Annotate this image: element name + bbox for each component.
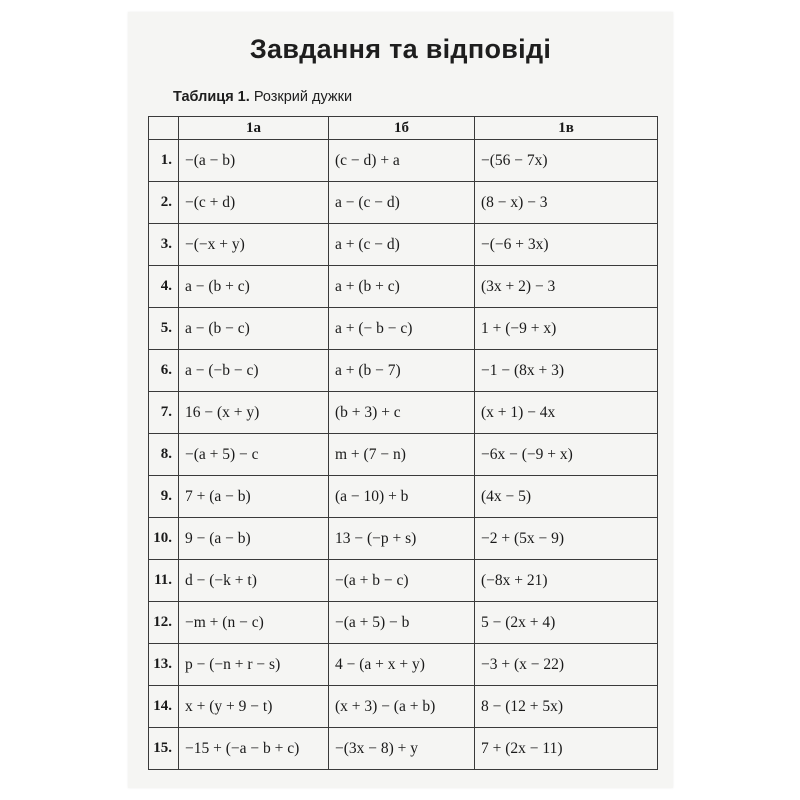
cell-1v: −1 − (8x + 3) [475,350,658,392]
cell-1a: a − (b − c) [179,308,329,350]
table-row [149,350,658,392]
cell-1b: 13 − (−p + s) [329,518,475,560]
cell-1b: a − (c − d) [329,182,475,224]
cell-1b: 4 − (a + x + y) [329,644,475,686]
cell-1v: 1 + (−9 + x) [475,308,658,350]
cell-1v: −2 + (5x − 9) [475,518,658,560]
row-number: 10. [149,518,179,560]
cell-1v: −3 + (x − 22) [475,644,658,686]
cell-1a: x + (y + 9 − t) [179,686,329,728]
cell-1b: (c − d) + a [329,140,475,182]
page-title: Завдання та відповіді [249,34,552,64]
cell-1b: a + (b + c) [329,266,475,308]
cell-1v: (x + 1) − 4x [475,392,658,434]
table-row [149,182,658,224]
cell-1a: −(c + d) [179,182,329,224]
cell-1a: −(−x + y) [179,224,329,266]
cell-1v: −6x − (−9 + x) [475,434,658,476]
cell-1a: 9 − (a − b) [179,518,329,560]
cell-1a: −(a − b) [179,140,329,182]
cell-1v: 7 + (2x − 11) [475,728,658,770]
row-number: 3. [149,224,179,266]
row-number: 9. [149,476,179,518]
table-row [149,518,658,560]
cell-1v: (3x + 2) − 3 [475,266,658,308]
cell-1b: (x + 3) − (a + b) [329,686,475,728]
table-caption [173,89,352,105]
cell-1a: −15 + (−a − b + c) [179,728,329,770]
cell-1b: a + (c − d) [329,224,475,266]
cell-1b: −(3x − 8) + y [329,728,475,770]
table-row [149,476,658,518]
row-number: 8. [149,434,179,476]
row-number: 7. [149,392,179,434]
column-header-number [149,117,179,140]
cell-1a: −(a + 5) − c [179,434,329,476]
table-row [149,602,658,644]
table-row [149,266,658,308]
column-header-1v: 1в [475,117,658,140]
cell-1v: −(56 − 7x) [475,140,658,182]
cell-1a: 16 − (x + y) [179,392,329,434]
cell-1a: −m + (n − c) [179,602,329,644]
table-row [149,560,658,602]
table-row [149,728,658,770]
cell-1b: (b + 3) + c [329,392,475,434]
cell-1b: a + (b − 7) [329,350,475,392]
table-row [149,140,658,182]
row-number: 12. [149,602,179,644]
column-header-1a: 1а [179,117,329,140]
table-header-row [149,117,658,140]
row-number: 15. [149,728,179,770]
table-row [149,434,658,476]
row-number: 13. [149,644,179,686]
table-caption-label: Таблиця 1. [173,89,250,105]
row-number: 2. [149,182,179,224]
cell-1v: 5 − (2x + 4) [475,602,658,644]
book-page [128,12,673,788]
cell-1b: a + (− b − c) [329,308,475,350]
column-header-1b: 1б [329,117,475,140]
table-row [149,644,658,686]
cell-1v: (−8x + 21) [475,560,658,602]
cell-1v: 8 − (12 + 5x) [475,686,658,728]
cell-1a: 7 + (a − b) [179,476,329,518]
cell-1a: a − (b + c) [179,266,329,308]
table-row [149,686,658,728]
row-number: 11. [149,560,179,602]
table-body [149,140,658,770]
row-number: 6. [149,350,179,392]
row-number: 14. [149,686,179,728]
cell-1b: m + (7 − n) [329,434,475,476]
cell-1a: p − (−n + r − s) [179,644,329,686]
cell-1b: −(a + b − c) [329,560,475,602]
table-row [149,392,658,434]
table-caption-text: Розкрий дужки [253,89,353,105]
cell-1a: d − (−k + t) [179,560,329,602]
row-number: 1. [149,140,179,182]
cell-1b: −(a + 5) − b [329,602,475,644]
cell-1b: (a − 10) + b [329,476,475,518]
table-row [149,224,658,266]
cell-1v: −(−6 + 3x) [475,224,658,266]
row-number: 4. [149,266,179,308]
cell-1v: (8 − x) − 3 [475,182,658,224]
exercise-table [148,116,658,770]
cell-1a: a − (−b − c) [179,350,329,392]
row-number: 5. [149,308,179,350]
cell-1v: (4x − 5) [475,476,658,518]
table-row [149,308,658,350]
